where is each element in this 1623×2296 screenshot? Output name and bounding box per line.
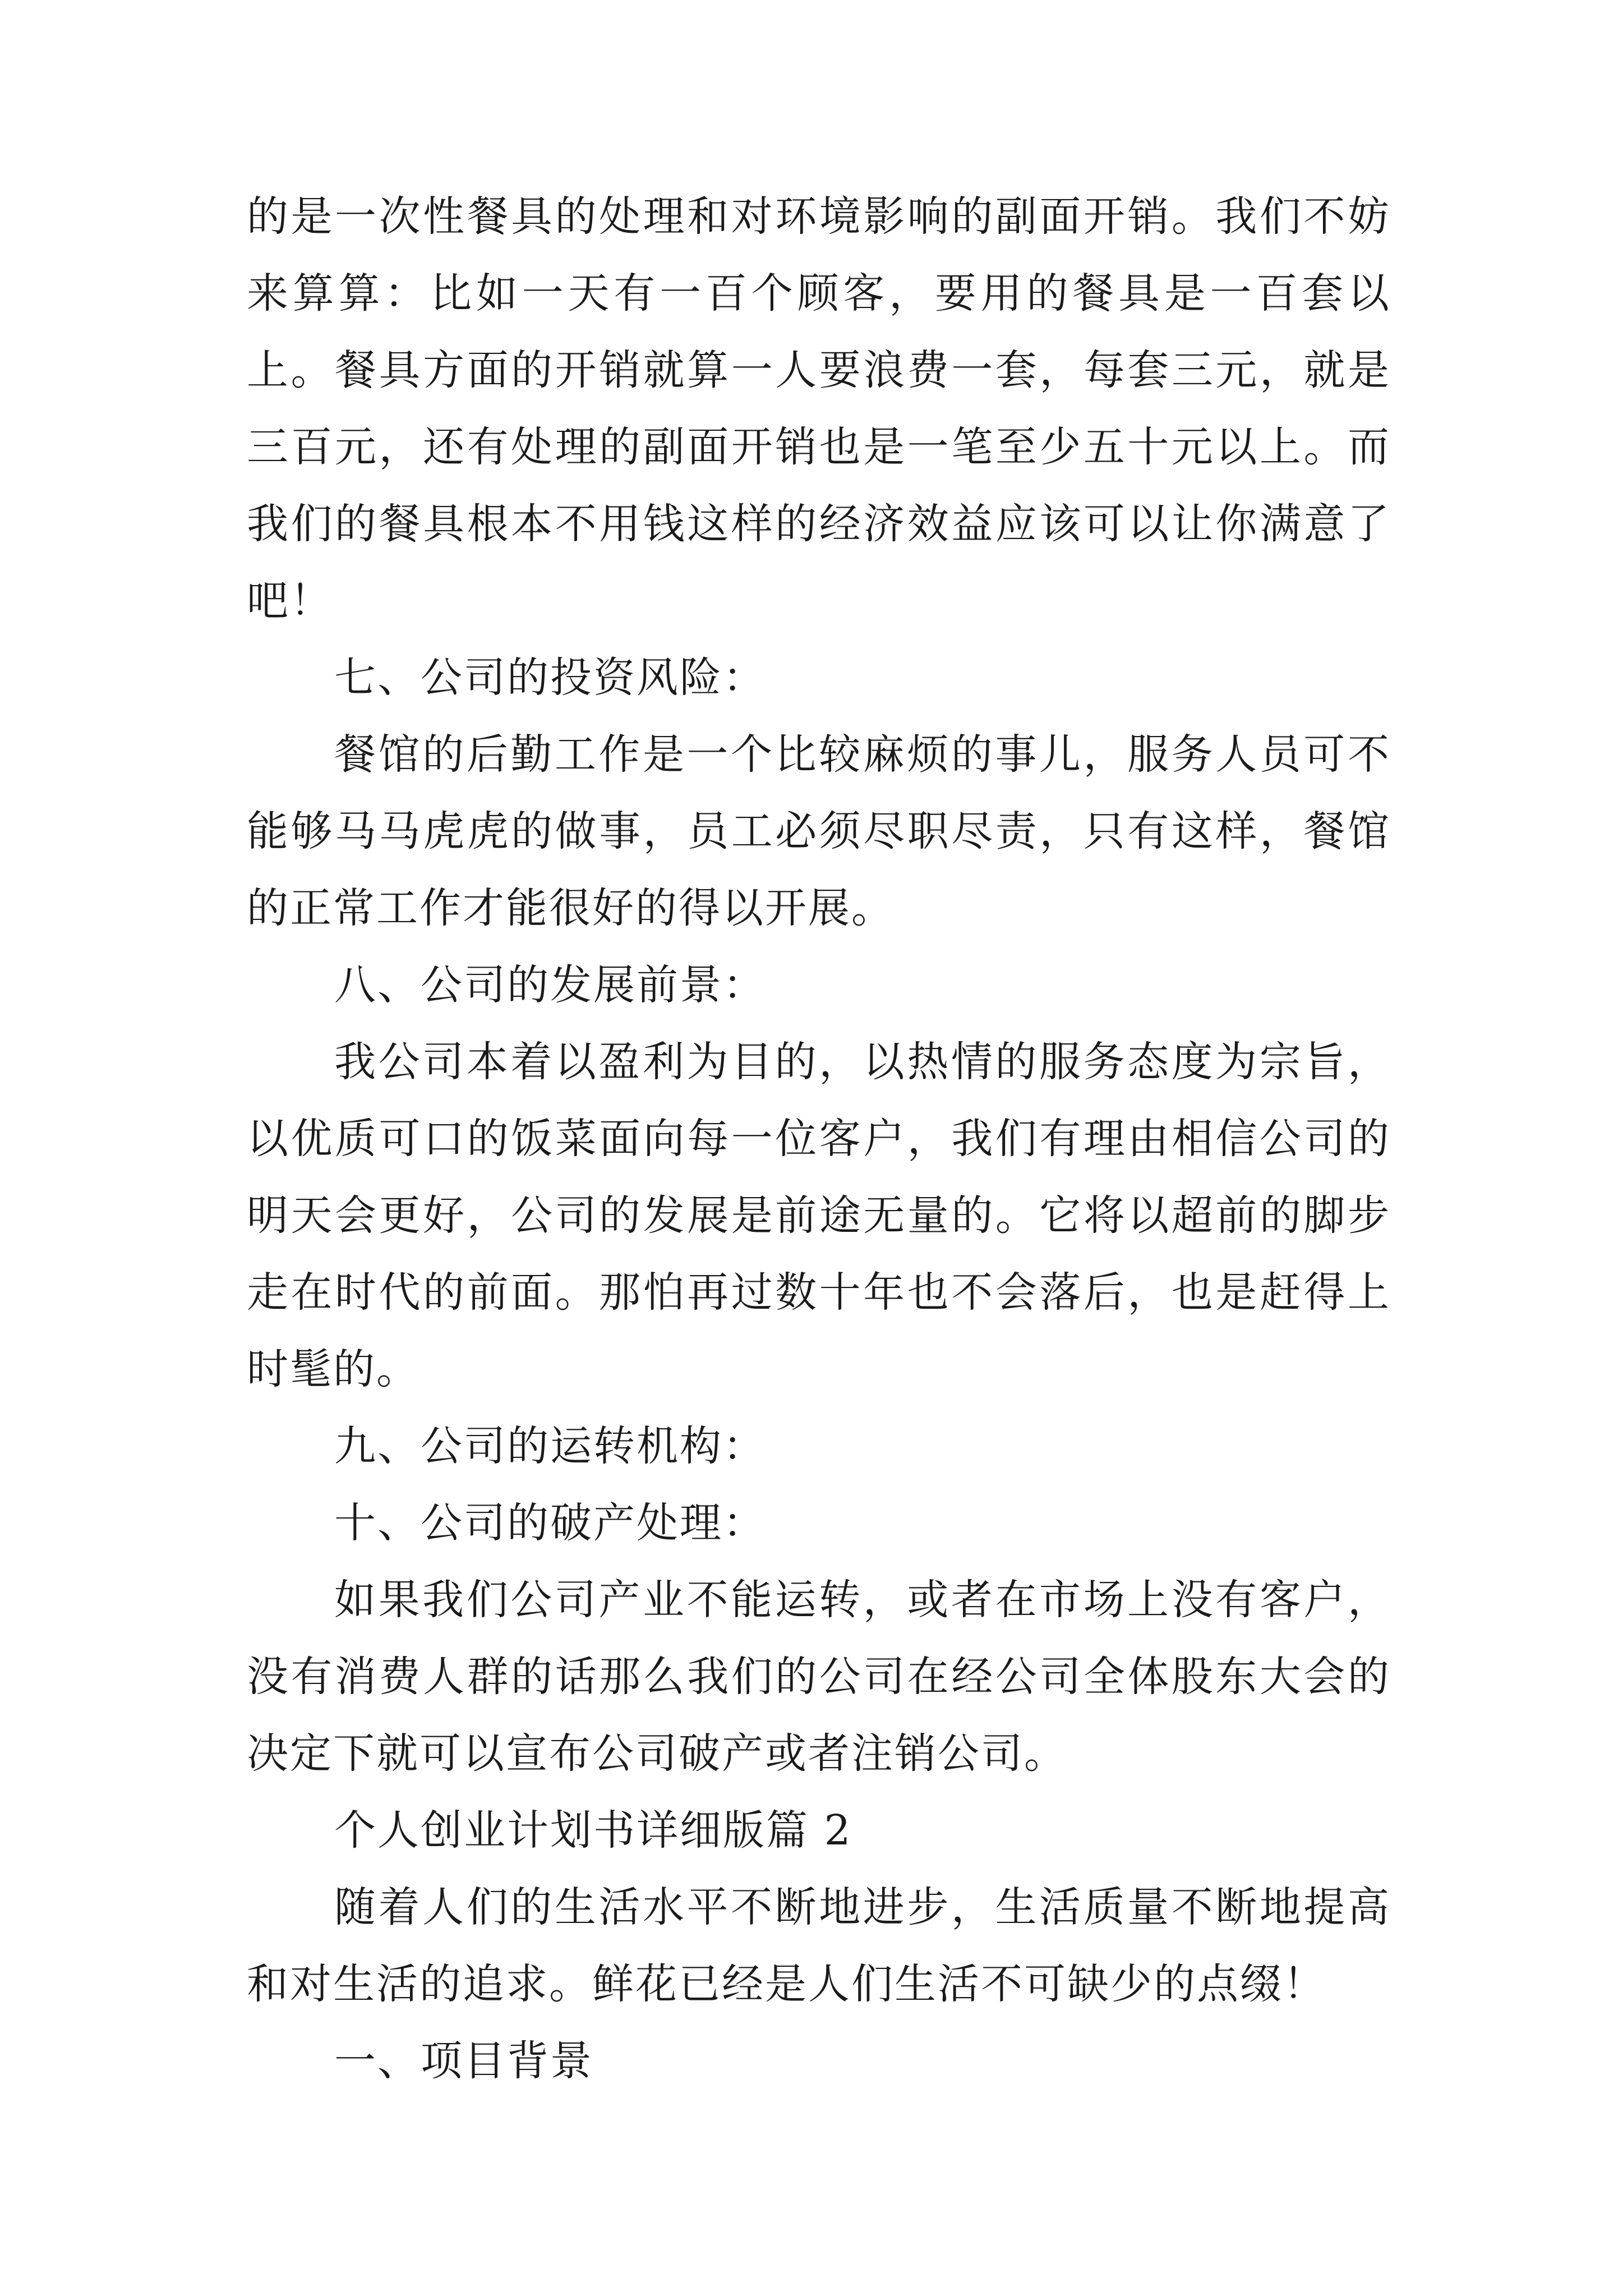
paragraph-4: 如果我们公司产业不能运转，或者在市场上没有客户，没有消费人群的话那么我们的公司在经公司全体股东大会的决定下就可以宣布公司破产或者注销公司。	[247, 1576, 1391, 1778]
paragraph-5: 随着人们的生活水平不断地进步，生活质量不断地提高和对生活的追求。鲜花已经是人们生活不可缺少的点缀！	[247, 1883, 1391, 2008]
document-body	[247, 178, 1391, 2100]
section-heading-project-background: 一、项目背景	[334, 2037, 593, 2085]
paragraph-1: 的是一次性餐具的处理和对环境影响的副面开销。我们不妨来算算：比如一天有一百个顾客，要用的餐具是一百套以上。餐具方面的开销就算一人要浪费一套，每套三元，就是三百元，还有处理的副面开销也是一笔至少五十元以上。而我们的餐具根本不用钱这样的经济效益应该可以让你满意了吧！	[247, 192, 1391, 625]
section-heading-bankruptcy: 十、公司的破产处理：	[334, 1499, 766, 1547]
paragraph-3: 我公司本着以盈利为目的，以热情的服务态度为宗旨，以优质可口的饭菜面向每一位客户，我们有理由相信公司的明天会更好，公司的发展是前途无量的。它将以超前的脚步走在时代的前面。那怕再过数十年也不会落后，也是赶得上时髦的。	[247, 1038, 1391, 1393]
section-heading-operating-structure: 九、公司的运转机构：	[334, 1422, 766, 1470]
section-heading-investment-risk: 七、公司的投资风险：	[334, 654, 766, 702]
article-title-part-2: 个人创业计划书详细版篇 2	[334, 1806, 852, 1855]
section-heading-development-prospects: 八、公司的发展前景：	[334, 961, 766, 1009]
paragraph-2: 餐馆的后勤工作是一个比较麻烦的事儿，服务人员可不能够马马虎虎的做事，员工必须尽职尽责，只有这样，餐馆的正常工作才能很好的得以开展。	[247, 730, 1391, 932]
